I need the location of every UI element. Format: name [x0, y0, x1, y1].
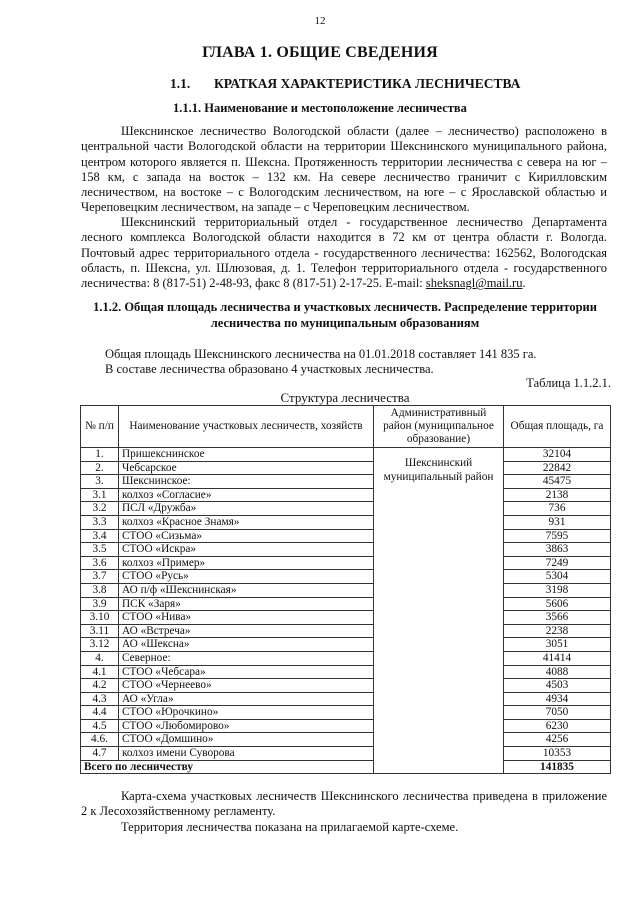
row-area: 4256	[504, 733, 611, 747]
row-area: 931	[504, 515, 611, 529]
row-name: СТОО «Юрочкино»	[119, 706, 374, 720]
table-caption: Структура лесничества	[280, 390, 410, 405]
row-number: 1.	[81, 448, 119, 462]
row-area: 7595	[504, 529, 611, 543]
paragraph-map-territory: Территория лесничества показана на прилагаемой карте-схеме.	[121, 820, 459, 834]
row-name: СТОО «Чернеево»	[119, 679, 374, 693]
table-row	[81, 747, 611, 761]
row-name: Пришекснинское	[119, 448, 374, 462]
table-total-row	[81, 760, 611, 774]
table-row	[81, 448, 611, 462]
row-name: СТОО «Сизьма»	[119, 529, 374, 543]
row-number: 4.3	[81, 692, 119, 706]
table-row	[81, 733, 611, 747]
row-name: Чебсарское	[119, 461, 374, 475]
table-row	[81, 529, 611, 543]
table-row	[81, 638, 611, 652]
table-row	[81, 543, 611, 557]
row-number: 4.4	[81, 706, 119, 720]
row-number: 3.5	[81, 543, 119, 557]
row-number: 3.9	[81, 597, 119, 611]
row-number: 3.6	[81, 556, 119, 570]
row-name: ПСК «Заря»	[119, 597, 374, 611]
table-row	[81, 692, 611, 706]
table-row	[81, 556, 611, 570]
row-name: СТОО «Любомирово»	[119, 719, 374, 733]
chapter-title: ГЛАВА 1. ОБЩИЕ СВЕДЕНИЯ	[202, 44, 438, 61]
row-name: СТОО «Искра»	[119, 543, 374, 557]
row-number: 2.	[81, 461, 119, 475]
header-number: № п/п	[81, 406, 119, 448]
table-row	[81, 611, 611, 625]
row-number: 3.11	[81, 624, 119, 638]
row-area: 736	[504, 502, 611, 516]
subsection-title-1: 1.1.1. Наименование и местоположение лесничества	[173, 101, 467, 115]
header-district: Административный район (муниципальное образование)	[374, 406, 504, 448]
row-name: АО «Встреча»	[119, 624, 374, 638]
row-number: 3.8	[81, 583, 119, 597]
row-area: 2238	[504, 624, 611, 638]
table-row	[81, 651, 611, 665]
page-number: 12	[314, 15, 326, 27]
table-header-row	[81, 406, 611, 448]
total-label: Всего по лесничеству	[81, 760, 374, 774]
row-number: 3.10	[81, 611, 119, 625]
row-area: 7249	[504, 556, 611, 570]
row-number: 4.	[81, 651, 119, 665]
paragraph-map-appendix: Карта-схема участковых лесничеств Шекснинского лесничества приведена в приложение 2 к Лесохозяйственному регламенту.	[81, 789, 607, 819]
table-number: Таблица 1.1.2.1.	[526, 376, 611, 390]
paragraph-contacts: Шекснинский территориальный отдел - государственное лесничество Департамента лесного комплекса Вологодской области находится в 72 км от центра области г. Вологда. Почтовый адрес территориального отдела - государственного лесничества: 162562, Вологодская область, п. Шексна, ул. Шлюзовая, д. 1. Телефон территориального отдела - государственного лесничества: 8 (817-51) 2-48-93, факс 8 (817-51) 2-17-25. E-mail: sheksnagl@mail.ru.	[81, 215, 607, 291]
table-row	[81, 570, 611, 584]
row-area: 3566	[504, 611, 611, 625]
row-name: АО «Шексна»	[119, 638, 374, 652]
row-name: колхоз «Красное Знамя»	[119, 515, 374, 529]
table-row	[81, 583, 611, 597]
row-number: 3.	[81, 475, 119, 489]
table-row	[81, 679, 611, 693]
row-name: Северное:	[119, 651, 374, 665]
row-number: 4.7	[81, 747, 119, 761]
row-area: 7050	[504, 706, 611, 720]
row-name: Шекснинское:	[119, 475, 374, 489]
row-area: 32104	[504, 448, 611, 462]
table-row	[81, 515, 611, 529]
row-number: 4.5	[81, 719, 119, 733]
total-area: 141835	[504, 760, 611, 774]
row-name: СТОО «Нива»	[119, 611, 374, 625]
structure-table	[80, 405, 611, 774]
subsection-title-2: 1.1.2. Общая площадь лесничества и участковых лесничеств. Распределение территории лесничества по муниципальным образованиям	[93, 300, 597, 330]
row-area: 3863	[504, 543, 611, 557]
row-number: 4.6.	[81, 733, 119, 747]
row-area: 3198	[504, 583, 611, 597]
row-area: 4503	[504, 679, 611, 693]
row-area: 41414	[504, 651, 611, 665]
section-number: 1.1.	[170, 76, 191, 91]
email-link[interactable]: sheksnagl@mail.ru	[425, 276, 523, 291]
table-row	[81, 488, 611, 502]
row-number: 3.2	[81, 502, 119, 516]
row-area: 45475	[504, 475, 611, 489]
table-row	[81, 461, 611, 475]
row-number: 4.2	[81, 679, 119, 693]
row-area: 2138	[504, 488, 611, 502]
row-area: 6230	[504, 719, 611, 733]
row-area: 10353	[504, 747, 611, 761]
row-name: СТОО «Домшино»	[119, 733, 374, 747]
row-number: 4.1	[81, 665, 119, 679]
composition-line: В составе лесничества образовано 4 участковых лесничества.	[105, 362, 434, 376]
row-area: 22842	[504, 461, 611, 475]
row-area: 5304	[504, 570, 611, 584]
section-title	[170, 76, 520, 92]
table-row	[81, 624, 611, 638]
row-area: 3051	[504, 638, 611, 652]
section-title-text: КРАТКАЯ ХАРАКТЕРИСТИКА ЛЕСНИЧЕСТВА	[214, 76, 521, 91]
row-area: 4088	[504, 665, 611, 679]
row-name: колхоз «Согласие»	[119, 488, 374, 502]
table-row	[81, 706, 611, 720]
row-name: АО п/ф «Шекснинская»	[119, 583, 374, 597]
row-area: 4934	[504, 692, 611, 706]
row-area: 5606	[504, 597, 611, 611]
row-number: 3.12	[81, 638, 119, 652]
table-row	[81, 719, 611, 733]
row-name: АО «Угла»	[119, 692, 374, 706]
row-number: 3.1	[81, 488, 119, 502]
table-row	[81, 665, 611, 679]
paragraph-location: Шекснинское лесничество Вологодской области (далее – лесничество) расположено в центральной части Вологодской области на территории Шекснинского муниципального района, центром которого является п. Шексна. Протяженность территории лесничества с севера на юг – 158 км, с запада на восток – 132 км. На севере лесничество граничит с Кирилловским лесничеством, на востоке – с Вологодским лесничеством, на юге – с Ярославской областью и Череповецким лесничеством, на западе – с Череповецким лесничеством.	[81, 124, 607, 215]
row-name: СТОО «Русь»	[119, 570, 374, 584]
district-cell: Шекснинский муниципальный район	[374, 448, 504, 774]
row-number: 3.4	[81, 529, 119, 543]
header-area: Общая площадь, га	[504, 406, 611, 448]
table-row	[81, 475, 611, 489]
header-name: Наименование участковых лесничеств, хозяйств	[119, 406, 374, 448]
total-area-line: Общая площадь Шекснинского лесничества на 01.01.2018 составляет 141 835 га.	[105, 347, 537, 361]
table-row	[81, 597, 611, 611]
row-number: 3.7	[81, 570, 119, 584]
row-name: ПСЛ «Дружба»	[119, 502, 374, 516]
row-number: 3.3	[81, 515, 119, 529]
row-name: колхоз «Пример»	[119, 556, 374, 570]
table-row	[81, 502, 611, 516]
row-name: СТОО «Чебсара»	[119, 665, 374, 679]
row-name: колхоз имени Суворова	[119, 747, 374, 761]
